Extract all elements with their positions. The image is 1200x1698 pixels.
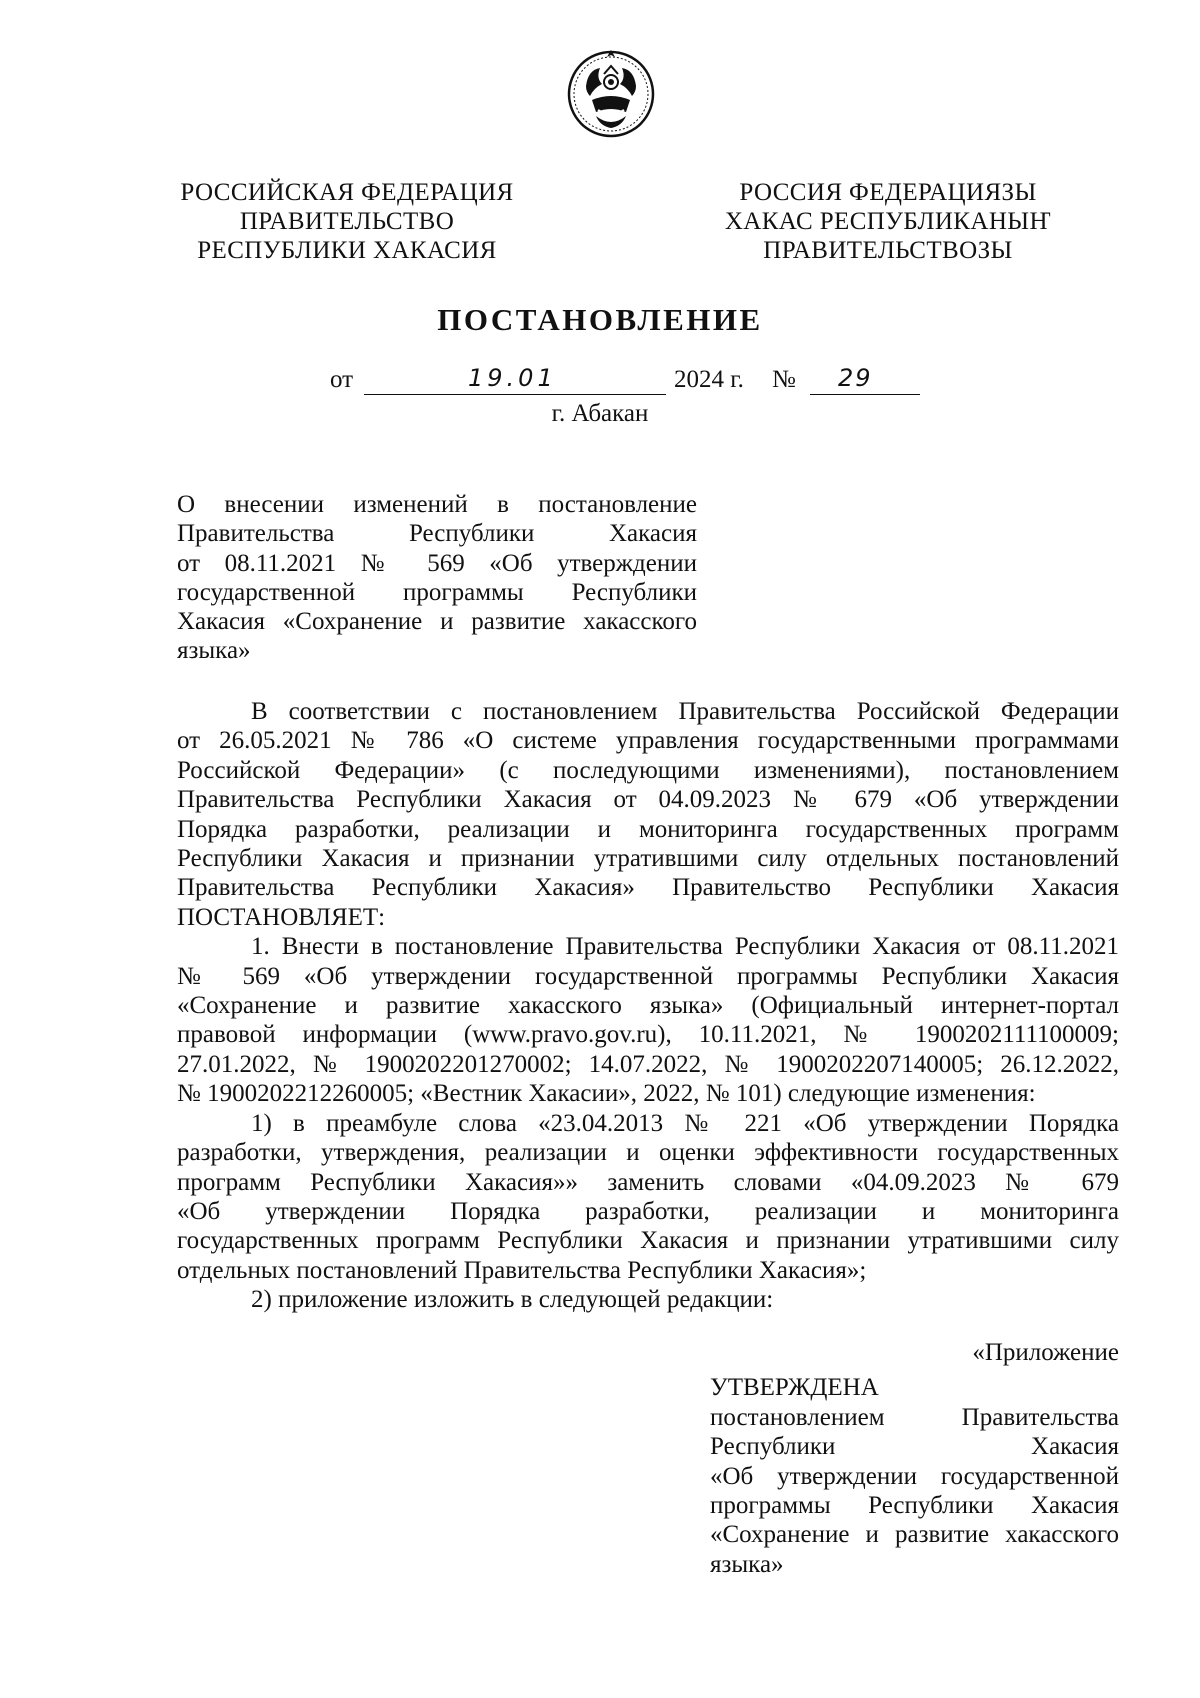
body-line: отдельных постановлений Правительства Республики Хакасия»; <box>177 1256 867 1284</box>
body-line: «Об утверждении Порядка разработки, реализации и мониторинга <box>177 1197 1119 1225</box>
body-line: 27.01.2022, № 1900202201270002; 14.07.2022, № 1900202207140005; 26.12.2022, <box>177 1050 1119 1078</box>
coat-of-arms-khakassia-icon <box>566 44 656 140</box>
appendix-reference: «Приложение <box>972 1339 1119 1366</box>
body-line: ПОСТАНОВЛЯЕТ: <box>177 903 386 931</box>
body-line: Порядка разработки, реализации и мониторинга государственных программ <box>177 815 1119 843</box>
header-left-line: РЕСПУБЛИКИ ХАКАСИЯ <box>197 237 497 264</box>
subject-line: О внесении изменений в постановление <box>177 491 697 518</box>
body-line: программ Республики Хакасия»» заменить словами «04.09.2023 № 679 <box>177 1168 1119 1196</box>
body-line: 2) приложение изложить в следующей редакции: <box>251 1286 774 1314</box>
header-right <box>718 178 1058 265</box>
handwritten-number: 29 <box>838 364 873 392</box>
body-line: 1. Внести в постановление Правительства Республики Хакасия от 08.11.2021 <box>251 933 1119 961</box>
header-left <box>170 178 524 265</box>
document-title: ПОСТАНОВЛЕНИЕ <box>437 302 763 337</box>
body-line: от 26.05.2021 № 786 «О системе управления государственными программами <box>177 727 1119 755</box>
approval-line: «Об утверждении государственной <box>710 1462 1119 1490</box>
body-line: Правительства Республики Хакасия» Правительство Республики Хакасия <box>177 874 1119 902</box>
approval-line: «Сохранение и развитие хакасского <box>710 1521 1119 1549</box>
body-line: Российской Федерации» (с последующими изменениями), постановлением <box>177 756 1119 784</box>
subject-line: от 08.11.2021 № 569 «Об утверждении <box>177 549 697 577</box>
body-line: Правительства Республики Хакасия от 04.09.2023 № 679 «Об утверждении <box>177 786 1119 814</box>
header-left-line: ПРАВИТЕЛЬСТВО <box>239 208 455 235</box>
date-field <box>364 366 666 395</box>
approval-line: постановлением Правительства <box>710 1403 1119 1431</box>
body-line: № 569 «Об утверждении государственной программы Республики Хакасия <box>177 962 1119 990</box>
subject-line: государственной программы Республики <box>177 578 697 606</box>
header-right-line: ПРАВИТЕЛЬСТВОЗЫ <box>763 237 1013 264</box>
header-right-line: ХАКАС РЕСПУБЛИКАНЫҤ <box>724 208 1052 235</box>
subject-block <box>177 490 697 666</box>
number-label: № <box>772 366 796 393</box>
year-label: 2024 г. <box>674 366 744 393</box>
body-line: государственных программ Республики Хакасия и признании утратившими силу <box>177 1227 1119 1255</box>
subject-line: Правительства Республики Хакасия <box>177 520 697 548</box>
approval-line: языка» <box>710 1550 784 1578</box>
subject-line: языка» <box>177 637 251 665</box>
approval-block <box>710 1338 1119 1579</box>
body-line: В соответствии с постановлением Правительства Российской Федерации <box>251 698 1119 725</box>
body-line: № 1900202212260005; «Вестник Хакасии», 2022, № 101) следующие изменения: <box>177 1080 1036 1108</box>
approval-line: УТВЕРЖДЕНА <box>710 1374 879 1402</box>
body-line: разработки, утверждения, реализации и оценки эффективности государственных <box>177 1139 1119 1167</box>
header-left-line: РОССИЙСКАЯ ФЕДЕРАЦИЯ <box>180 179 514 206</box>
number-field <box>810 366 920 395</box>
body-text <box>177 697 1119 1315</box>
approval-line: программы Республики Хакасия <box>710 1492 1119 1520</box>
handwritten-date: 19.01 <box>468 364 557 392</box>
body-line: Республики Хакасия и признании утратившими силу отдельных постановлений <box>177 845 1119 873</box>
body-line: «Сохранение и развитие хакасского языка» (Официальный интернет-портал <box>177 992 1119 1020</box>
body-line: правовой информации (www.pravo.gov.ru), 10.11.2021, № 1900202111100009; <box>177 1021 1119 1049</box>
subject-line: Хакасия «Сохранение и развитие хакасского <box>177 608 697 636</box>
body-line: 1) в преамбуле слова «23.04.2013 № 221 «Об утверждении Порядка <box>251 1109 1119 1137</box>
date-from-label: от <box>330 366 354 393</box>
city: г. Абакан <box>551 400 649 427</box>
approval-line: Республики Хакасия <box>710 1433 1119 1461</box>
header-right-line: РОССИЯ ФЕДЕРАЦИЯЗЫ <box>739 179 1037 206</box>
